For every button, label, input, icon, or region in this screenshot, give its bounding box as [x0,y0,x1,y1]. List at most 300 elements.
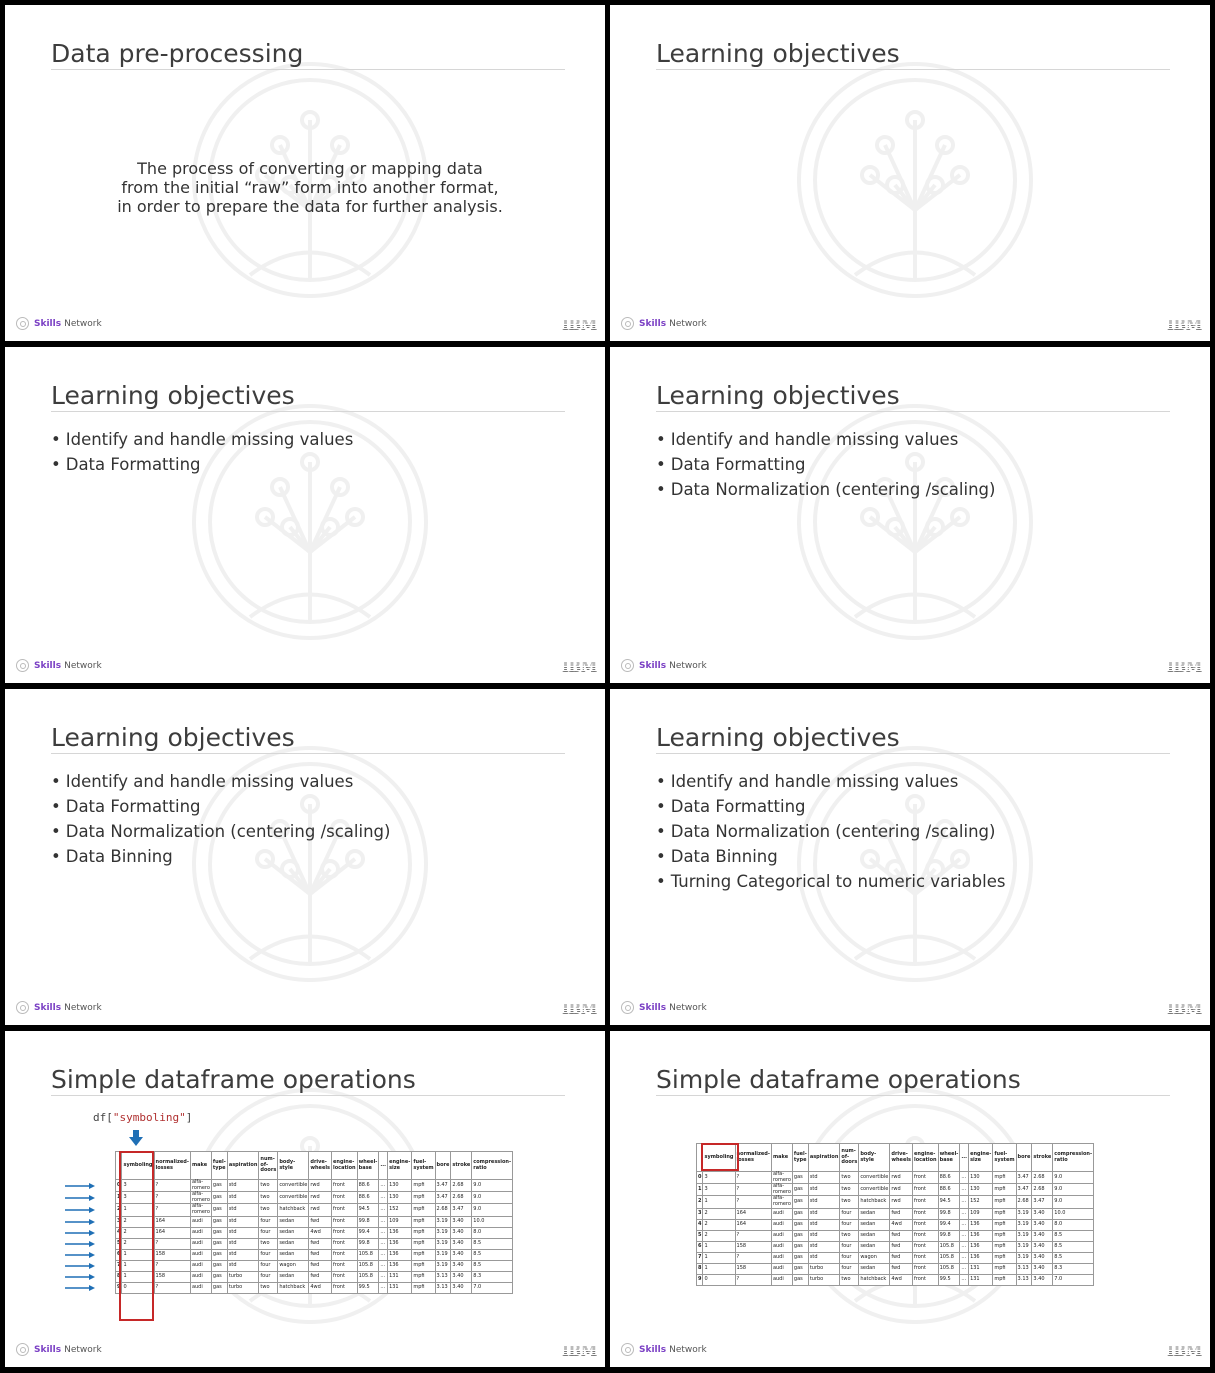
table-cell: audi [190,1227,211,1238]
table-row [116,1260,513,1271]
objective-item: • Data Formatting [51,452,353,477]
row-index: 4 [116,1227,122,1238]
table-cell: 8.5 [1053,1241,1094,1252]
skills-network-logo [621,317,707,330]
table-row [116,1227,513,1238]
row-index: 5 [697,1230,703,1241]
table-cell: gas [211,1227,227,1238]
network-label: Network [64,318,102,329]
table-cell: wagon [278,1260,309,1271]
table-cell: alfa-romero [772,1171,791,1183]
table-cell: mpfi [993,1274,1016,1285]
down-arrow-icon [129,1130,143,1146]
table-cell: front [913,1196,939,1208]
network-label: Network [64,660,102,671]
skills-network-icon [16,1343,29,1356]
code-string: "symboling" [112,1111,186,1124]
table-cell: mpfi [412,1192,435,1204]
table-cell: mpfi [993,1196,1016,1208]
table-cell: audi [771,1263,792,1274]
skills-label: Skills [639,660,667,671]
table-cell: ... [960,1230,969,1241]
table-cell: 3 [703,1172,735,1184]
dataframe-table [115,1151,513,1294]
right-arrow-icon [65,1285,95,1291]
network-label: Network [64,1002,102,1013]
table-cell: 3.13 [435,1271,451,1282]
right-arrow-icon [65,1207,95,1213]
table-cell: std [227,1238,259,1249]
table-cell: std [808,1252,840,1263]
table-cell: gas [211,1204,227,1216]
table-cell: mpfi [993,1230,1016,1241]
table-cell: alfa-romero [191,1203,210,1215]
table-cell: 88.6 [938,1172,960,1184]
table-cell: four [840,1252,859,1263]
table-cell: 136 [969,1230,993,1241]
table-cell: 164 [154,1227,190,1238]
table-cell: 10.0 [472,1216,513,1227]
table-cell: 3.47 [451,1204,472,1216]
column-header: bore [435,1152,451,1180]
table-cell: 3.40 [451,1227,472,1238]
table-cell: gas [792,1252,808,1263]
table-cell: 9.0 [1053,1196,1094,1208]
table-cell: rwd [309,1180,332,1192]
table-cell: two [259,1204,278,1216]
definition-text [45,159,575,216]
title-divider [656,753,1170,754]
objectives-list [51,427,353,477]
network-label: Network [669,1002,707,1013]
table-header-row [697,1144,1094,1172]
table-cell: front [913,1241,939,1252]
table-cell: fwd [309,1249,332,1260]
table-row [697,1172,1094,1184]
table-cell: 3.19 [435,1238,451,1249]
table-cell: mpfi [412,1249,435,1260]
table-row [116,1282,513,1293]
table-cell: ... [379,1227,388,1238]
table-cell: 8.3 [472,1271,513,1282]
table-cell: audi [771,1241,792,1252]
table-cell: 3.13 [1016,1274,1032,1285]
objective-item: • Identify and handle missing values [656,769,1005,794]
table-cell: 3.40 [451,1260,472,1271]
column-header: num-of-doors [840,1144,859,1172]
table-cell: std [227,1227,259,1238]
row-index: 9 [116,1282,122,1293]
table-cell: alfa-romero [772,1183,791,1195]
table-cell: 2.68 [451,1192,472,1204]
tree-watermark-icon [795,60,1035,300]
objective-item: • Data Binning [656,844,1005,869]
code-suffix: ] [185,1111,193,1124]
table-cell: 3.19 [435,1227,451,1238]
table-cell: 8.0 [472,1227,513,1238]
table-cell: mpfi [412,1227,435,1238]
title-divider [656,1095,1170,1096]
network-label: Network [669,1344,707,1355]
table-cell: std [808,1172,840,1184]
table-cell: hatchback [278,1204,309,1216]
objective-item: • Data Normalization (centering /scaling) [51,819,390,844]
table-cell: gas [792,1219,808,1230]
table-cell: sedan [278,1238,309,1249]
table-cell: four [840,1208,859,1219]
table-cell: 3.40 [1032,1274,1053,1285]
table-cell: front [332,1180,358,1192]
table-cell: front [913,1208,939,1219]
table-header-row [116,1152,513,1180]
table-cell: sedan [859,1219,890,1230]
table-cell: fwd [309,1260,332,1271]
table-cell: two [840,1274,859,1285]
column-header: fuel-system [993,1144,1016,1172]
dataframe-table [696,1143,1094,1286]
table-cell: mpfi [993,1208,1016,1219]
table-cell: fwd [309,1238,332,1249]
table-cell: 136 [969,1241,993,1252]
table-row [116,1192,513,1204]
objective-item: • Data Formatting [656,794,1005,819]
column-header: num-of-doors [259,1152,278,1180]
row-index: 6 [697,1241,703,1252]
table-cell: 4wd [890,1219,913,1230]
slide-learning-objectives-5 [610,689,1210,1025]
table-cell: 99.4 [357,1227,379,1238]
row-index: 8 [697,1263,703,1274]
row-index: 5 [116,1238,122,1249]
table-cell: gas [792,1172,808,1184]
table-row [116,1271,513,1282]
slide-learning-objectives-3 [610,347,1210,683]
table-cell: ? [735,1230,771,1241]
table-cell: front [913,1263,939,1274]
row-index: 7 [697,1252,703,1263]
table-cell: convertible [859,1184,890,1196]
table-cell: front [913,1172,939,1184]
skills-network-logo [16,659,102,672]
table-cell: 131 [388,1271,412,1282]
skills-network-logo [16,1001,102,1014]
table-cell: four [840,1241,859,1252]
table-cell: 3.40 [1032,1208,1053,1219]
table-cell: 164 [154,1216,190,1227]
table-cell: 2 [703,1219,735,1230]
right-arrow-icon [65,1183,95,1189]
table-cell: 3.19 [1016,1219,1032,1230]
table-cell: rwd [890,1196,913,1208]
table-row [697,1252,1094,1263]
table-cell: 99.8 [357,1238,379,1249]
skills-network-icon [621,659,634,672]
table-cell: front [332,1204,358,1216]
table-cell: 152 [388,1204,412,1216]
table-cell: two [259,1282,278,1293]
table-cell: two [259,1238,278,1249]
skills-network-logo [621,659,707,672]
column-header: bore [1016,1144,1032,1172]
right-arrow-icon [65,1252,95,1258]
column-header: engine-size [969,1144,993,1172]
table-cell: hatchback [278,1282,309,1293]
slide-dataframe-column-select [5,1031,605,1367]
skills-network-logo [621,1001,707,1014]
title-divider [51,69,565,70]
table-cell: two [840,1196,859,1208]
table-cell: gas [211,1192,227,1204]
column-header: fuel-type [211,1152,227,1180]
table-cell: ? [735,1184,771,1196]
table-cell: ... [960,1263,969,1274]
code-label [93,1111,192,1124]
table-cell: front [332,1260,358,1271]
column-header: engine-location [913,1144,939,1172]
table-cell: turbo [227,1282,259,1293]
column-header: make [190,1152,211,1180]
table-cell: four [259,1216,278,1227]
table-cell: 130 [969,1184,993,1196]
table-cell: 3.13 [435,1282,451,1293]
table-cell: audi [771,1230,792,1241]
table-row [697,1241,1094,1252]
column-header: stroke [451,1152,472,1180]
table-cell: sedan [278,1227,309,1238]
table-row [116,1216,513,1227]
table-cell: mpfi [993,1252,1016,1263]
table-cell: sedan [859,1208,890,1219]
table-cell: 105.8 [938,1241,960,1252]
table-cell: 88.6 [357,1192,379,1204]
skills-network-icon [16,317,29,330]
table-row [697,1196,1094,1208]
table-cell: ... [960,1241,969,1252]
table-cell: gas [792,1274,808,1285]
table-cell: sedan [859,1241,890,1252]
table-cell: std [227,1180,259,1192]
table-cell: four [840,1219,859,1230]
table-cell: audi [190,1216,211,1227]
table-row [116,1180,513,1192]
row-index: 7 [116,1260,122,1271]
skills-label: Skills [34,318,62,329]
column-header: wheel-base [938,1144,960,1172]
table-cell: 88.6 [357,1180,379,1192]
table-cell: std [227,1260,259,1271]
table-cell: 136 [388,1227,412,1238]
table-cell: ... [379,1204,388,1216]
table-cell: 9.0 [472,1204,513,1216]
table-cell: 136 [388,1260,412,1271]
column-header: ... [960,1144,969,1172]
table-cell: fwd [890,1241,913,1252]
table-cell: mpfi [412,1282,435,1293]
table-cell: front [332,1282,358,1293]
table-cell: std [227,1192,259,1204]
table-cell: 3.40 [451,1216,472,1227]
row-index: 8 [116,1271,122,1282]
table-cell: two [259,1180,278,1192]
table-cell: front [332,1271,358,1282]
table-cell: mpfi [993,1172,1016,1184]
column-header: ... [379,1152,388,1180]
table-cell: two [840,1230,859,1241]
column-highlight [119,1151,154,1321]
table-cell: audi [190,1260,211,1271]
header-highlight [701,1143,739,1171]
column-header: make [771,1144,792,1172]
table-cell: 3.40 [1032,1252,1053,1263]
table-cell: two [840,1184,859,1196]
table-row [697,1263,1094,1274]
column-header: engine-size [388,1152,412,1180]
table-cell: 136 [969,1252,993,1263]
row-index: 9 [697,1274,703,1285]
table-cell: std [808,1184,840,1196]
table-cell: gas [792,1196,808,1208]
table-cell: 8.3 [1053,1263,1094,1274]
table-cell: rwd [890,1184,913,1196]
objective-item: • Identify and handle missing values [51,769,390,794]
table-cell: 164 [735,1219,771,1230]
table-cell: gas [211,1216,227,1227]
column-header: wheel-base [357,1152,379,1180]
table-cell: 2 [703,1208,735,1219]
ibm-logo: IBM [562,316,597,334]
table-cell: gas [211,1180,227,1192]
slide-title: Simple dataframe operations [51,1065,416,1094]
table-cell: 1 [122,1249,154,1260]
table-cell: 3.47 [435,1192,451,1204]
table-cell: hatchback [859,1274,890,1285]
row-index: 2 [116,1204,122,1216]
table-cell: front [332,1238,358,1249]
table-cell: four [259,1271,278,1282]
table-cell: 3.19 [1016,1230,1032,1241]
skills-network-icon [621,1343,634,1356]
table-cell: 131 [969,1263,993,1274]
skills-network-icon [16,659,29,672]
table-cell: ... [960,1172,969,1184]
skills-label: Skills [639,1002,667,1013]
table-cell: front [332,1227,358,1238]
table-cell: std [808,1219,840,1230]
title-divider [656,411,1170,412]
table-cell: 3.47 [435,1180,451,1192]
table-cell: front [913,1184,939,1196]
table-row [116,1249,513,1260]
table-cell: alfa-romero [191,1179,210,1191]
table-cell: 94.5 [938,1196,960,1208]
table-cell: gas [792,1208,808,1219]
table-cell: ... [379,1271,388,1282]
table-cell: 3.19 [1016,1252,1032,1263]
table-cell: 109 [388,1216,412,1227]
table-cell: 105.8 [938,1252,960,1263]
table-cell: mpfi [412,1204,435,1216]
table-cell: audi [771,1219,792,1230]
table-cell: ? [154,1282,190,1293]
table-cell: sedan [278,1271,309,1282]
table-cell: 3 [703,1184,735,1196]
skills-network-logo [16,317,102,330]
table-cell: alfa-romero [772,1195,791,1207]
skills-label: Skills [34,1002,62,1013]
objectives-list [51,769,390,869]
table-cell: ? [735,1172,771,1184]
table-cell: ... [960,1252,969,1263]
table-cell: gas [211,1282,227,1293]
table-cell: wagon [859,1252,890,1263]
table-cell: 105.8 [357,1249,379,1260]
column-header: fuel-system [412,1152,435,1180]
column-header: symboling [703,1144,735,1172]
column-header: symboling [122,1152,154,1180]
row-index: 6 [116,1249,122,1260]
skills-label: Skills [34,660,62,671]
table-cell: ... [379,1249,388,1260]
skills-label: Skills [34,1344,62,1355]
table-cell: audi [190,1249,211,1260]
definition-line: in order to prepare the data for further analysis. [117,197,503,216]
table-cell: 3 [122,1180,154,1192]
slide-learning-objectives-2 [5,347,605,683]
table-cell: ... [960,1208,969,1219]
table-cell: ... [379,1180,388,1192]
objective-item: • Data Formatting [656,452,995,477]
table-cell: four [259,1249,278,1260]
table-cell: audi [771,1208,792,1219]
table-cell: 136 [969,1219,993,1230]
table-cell: ... [379,1216,388,1227]
table-cell: sedan [859,1263,890,1274]
row-index: 0 [116,1180,122,1192]
table-cell: gas [792,1230,808,1241]
table-cell: 3.40 [1032,1263,1053,1274]
right-arrow-icon [65,1241,95,1247]
table-cell: front [332,1192,358,1204]
table-cell: mpfi [412,1180,435,1192]
skills-network-icon [16,1001,29,1014]
table-cell: two [259,1192,278,1204]
column-header: drive-wheels [309,1152,332,1180]
table-cell: 2.68 [1032,1184,1053,1196]
column-header: normalized-losses [735,1144,771,1172]
objectives-list [656,427,995,502]
table-cell: 3.13 [1016,1263,1032,1274]
table-cell: 3.47 [1016,1172,1032,1184]
table-row [697,1208,1094,1219]
table-cell: ? [154,1204,190,1216]
table-cell: 3.40 [451,1249,472,1260]
table-cell: ... [960,1184,969,1196]
table-cell: front [913,1274,939,1285]
table-cell: four [259,1260,278,1271]
table-cell: 4wd [309,1227,332,1238]
skills-network-logo [16,1343,102,1356]
table-cell: 3.40 [451,1282,472,1293]
table-cell: 7.0 [472,1282,513,1293]
table-cell: 99.8 [938,1208,960,1219]
definition-line: The process of converting or mapping data [137,159,483,178]
table-cell: 164 [735,1208,771,1219]
right-arrow-icon [65,1230,95,1236]
table-cell: 158 [735,1263,771,1274]
table-cell: 1 [122,1260,154,1271]
table-cell: 105.8 [357,1271,379,1282]
table-cell: four [840,1263,859,1274]
